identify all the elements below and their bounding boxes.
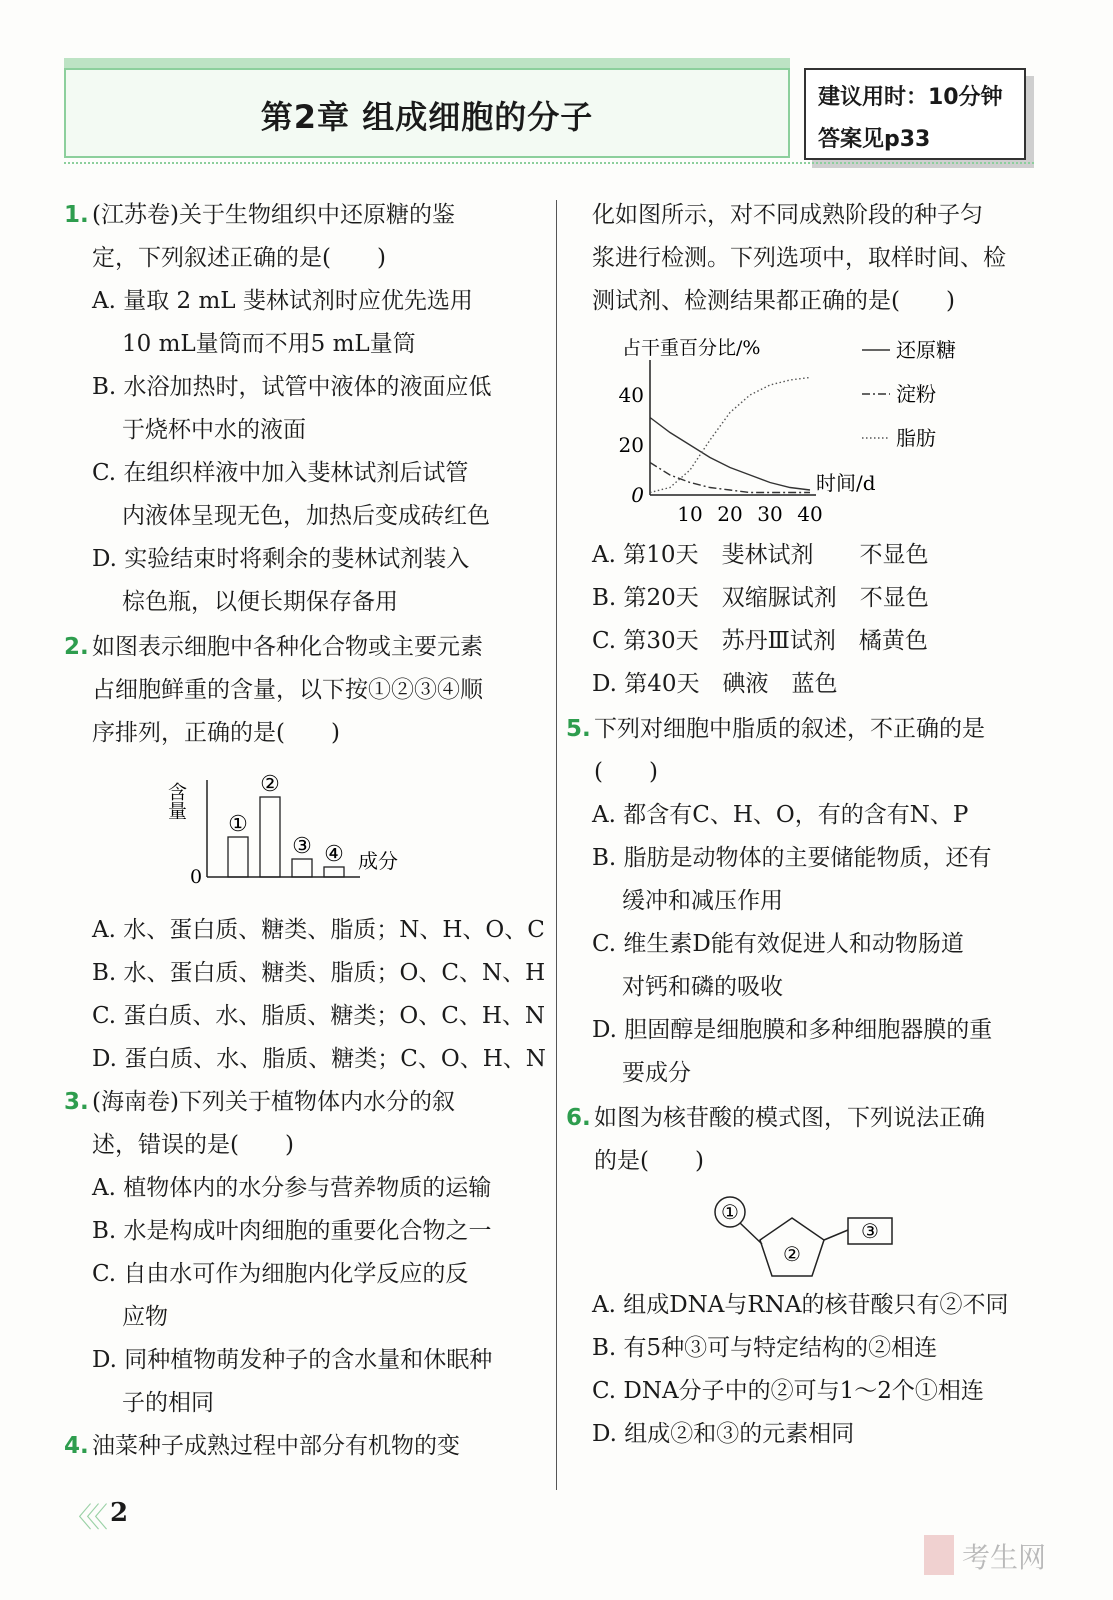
q1-option-c-cont: 内液体呈现无色，加热后变成砖红色: [122, 503, 490, 529]
chapter-title: 第2章 组成细胞的分子: [260, 98, 594, 136]
q3-option-c: C. 自由水可作为细胞内化学反应的反: [92, 1261, 469, 1287]
q2-stem-line: 占细胞鲜重的含量，以下按①②③④顺: [92, 677, 483, 703]
q1-number: 1.: [64, 202, 89, 228]
q5-option-d: D. 胆固醇是细胞膜和多种细胞器膜的重: [592, 1017, 993, 1043]
q4-legend-label: 淀粉: [896, 382, 936, 406]
suggested-time: 建议用时：10分钟: [818, 85, 1003, 110]
q2-bar-label: ③: [292, 834, 312, 859]
q5-option-a: A. 都含有C、H、O，有的含有N、P: [592, 802, 969, 828]
q6-number: 6.: [566, 1105, 591, 1131]
q5-option-c: C. 维生素D能有效促进人和动物肠道: [592, 931, 964, 957]
q3-stem-line: (海南卷)下列关于植物体内水分的叙: [92, 1089, 455, 1115]
phosphate-label: ①: [721, 1200, 739, 1224]
q4-legend-label: 还原糖: [896, 338, 956, 362]
q4-option-c: C. 第30天 苏丹Ⅲ试剂 橘黄色: [592, 628, 928, 654]
q4-stem-line: 测试剂、检测结果都正确的是( ): [592, 288, 955, 314]
q1-option-b-cont: 于烧杯中水的液面: [122, 417, 306, 443]
q1-stem-line: (江苏卷)关于生物组织中还原糖的鉴: [92, 202, 455, 228]
q4-number: 4.: [64, 1433, 89, 1459]
q5-option-b: B. 脂肪是动物体的主要储能物质，还有: [592, 845, 992, 871]
q4-ylabel: 占干重百分比/%: [622, 337, 761, 359]
answer-reference: 答案见p33: [818, 127, 931, 152]
q6-option-b: B. 有5种③可与特定结构的②相连: [592, 1335, 938, 1361]
q1-option-b: B. 水浴加热时，试管中液体的液面应低: [92, 374, 492, 400]
q5-number: 5.: [566, 716, 591, 742]
q2-option-b: B. 水、蛋白质、糖类、脂质；O、C、N、H: [92, 960, 546, 986]
q6-stem-line: 如图为核苷酸的模式图，下列说法正确: [594, 1105, 985, 1131]
q5-stem-line: ( ): [594, 759, 658, 785]
q4-y-tick-label: 40: [618, 383, 644, 407]
q2-bar-label: ②: [260, 772, 280, 797]
q3-option-a: A. 植物体内的水分参与营养物质的运输: [92, 1175, 492, 1201]
q2-option-c: C. 蛋白质、水、脂质、糖类；O、C、H、N: [92, 1003, 546, 1029]
q2-bar-chart: [165, 770, 430, 905]
q5-option-b-cont: 缓冲和减压作用: [622, 888, 783, 914]
q2-ylabel: 含量: [165, 782, 187, 820]
q4-x-tick-label: 20: [717, 502, 743, 526]
q2-bar: [228, 837, 248, 877]
page-number: 2: [110, 1498, 129, 1528]
watermark-icon: [924, 1535, 954, 1575]
q2-bar: [292, 859, 312, 877]
q2-stem-line: 序排列，正确的是( ): [92, 720, 340, 746]
link-2-3: [824, 1230, 848, 1240]
q2-option-a: A. 水、蛋白质、糖类、脂质；N、H、O、C: [92, 917, 545, 943]
q4-x-tick-label: 10: [677, 502, 703, 526]
q4-xlabel: 时间/d: [816, 471, 876, 495]
q3-option-d-cont: 子的相同: [122, 1390, 214, 1416]
q3-stem-line: 述，错误的是( ): [92, 1132, 294, 1158]
pentose-label: ②: [783, 1242, 801, 1266]
q3-option-d: D. 同种植物萌发种子的含水量和休眠种: [92, 1347, 493, 1373]
q6-stem-line: 的是( ): [594, 1148, 704, 1174]
q3-option-c-cont: 应物: [122, 1304, 168, 1330]
q2-bar: [260, 797, 280, 877]
q3-option-b: B. 水是构成叶肉细胞的重要化合物之一: [92, 1218, 492, 1244]
q4-stem-line: 化如图所示，对不同成熟阶段的种子匀: [592, 202, 983, 228]
q2-stem-line: 如图表示细胞中各种化合物或主要元素: [92, 634, 483, 660]
header-dotted-rule: [64, 162, 1034, 164]
q4-stem-line: 油菜种子成熟过程中部分有机物的变: [92, 1433, 460, 1459]
watermark-logo: [920, 1525, 1080, 1585]
q6-option-d: D. 组成②和③的元素相同: [592, 1421, 855, 1447]
base-label: ③: [861, 1219, 879, 1243]
q4-series: [650, 378, 810, 493]
q4-legend-label: 脂肪: [896, 426, 936, 450]
q4-y-tick-label: 0: [631, 483, 644, 507]
q4-stem-line: 浆进行检测。下列选项中，取样时间、检: [592, 245, 1006, 271]
link-1-2: [740, 1223, 762, 1244]
q6-option-a: A. 组成DNA与RNA的核苷酸只有②不同: [592, 1292, 1009, 1318]
q4-x-tick-label: 30: [757, 502, 783, 526]
q4-series-line: [650, 418, 810, 491]
q5-option-c-cont: 对钙和磷的吸收: [622, 974, 783, 1000]
q5-option-d-cont: 要成分: [622, 1060, 691, 1086]
q4-line-chart: [600, 330, 1010, 535]
q4-axes: [619, 360, 823, 526]
q2-bar-label: ①: [228, 812, 248, 837]
q4-x-tick-label: 40: [797, 502, 823, 526]
q1-option-a-cont: 10 mL量筒而不用5 mL量筒: [122, 331, 416, 357]
column-divider: [556, 200, 557, 1490]
q4-legend: [862, 338, 956, 450]
q4-y-tick-label: 20: [618, 433, 644, 457]
q1-option-a: A. 量取 2 mL 斐林试剂时应优先选用: [92, 288, 473, 314]
q5-stem-line: 下列对细胞中脂质的叙述，不正确的是: [594, 716, 985, 742]
q4-option-d: D. 第40天 碘液 蓝色: [592, 671, 838, 697]
q4-option-a: A. 第10天 斐林试剂 不显色: [592, 542, 929, 568]
q2-bars: [228, 772, 344, 877]
page-arrows-icon: 〈〈〈: [64, 1501, 103, 1534]
q2-zero-label: 0: [190, 866, 203, 888]
nucleotide-diagram: [700, 1190, 920, 1280]
q2-option-d: D. 蛋白质、水、脂质、糖类；C、O、H、N: [92, 1046, 546, 1072]
watermark-text: 考生网: [962, 1541, 1047, 1574]
q2-bar: [324, 867, 344, 877]
q3-number: 3.: [64, 1089, 89, 1115]
q1-option-c: C. 在组织样液中加入斐林试剂后试管: [92, 460, 469, 486]
q2-xlabel: 成分: [358, 849, 398, 873]
q1-option-d-cont: 棕色瓶，以便长期保存备用: [122, 589, 398, 615]
q6-option-c: C. DNA分子中的②可与1～2个①相连: [592, 1378, 984, 1404]
q2-number: 2.: [64, 634, 89, 660]
q2-bar-label: ④: [324, 842, 344, 867]
q1-stem-line: 定，下列叙述正确的是( ): [92, 245, 386, 271]
q1-option-d: D. 实验结束时将剩余的斐林试剂装入: [92, 546, 470, 572]
q4-option-b: B. 第20天 双缩脲试剂 不显色: [592, 585, 929, 611]
